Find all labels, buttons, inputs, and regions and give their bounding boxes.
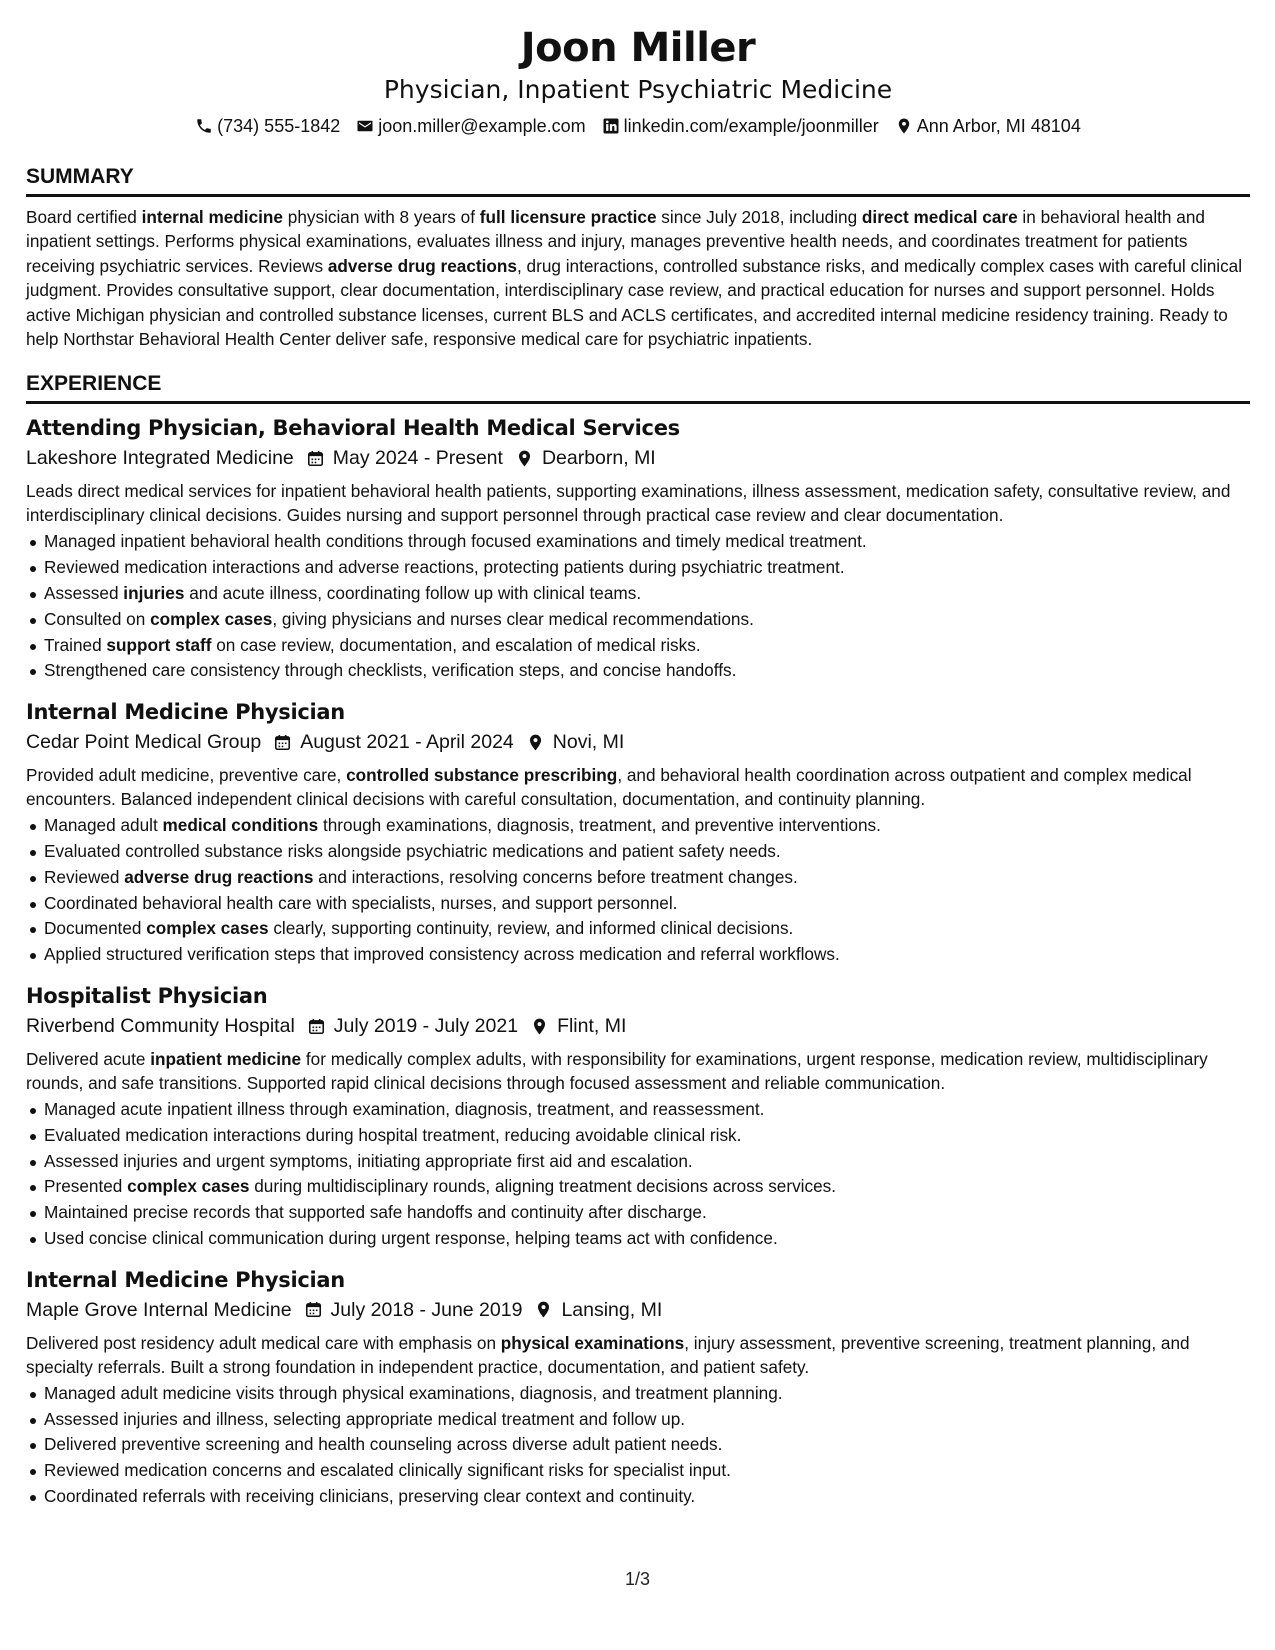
bullet-emphasis: medical conditions	[162, 815, 319, 836]
contact-bar	[26, 114, 1250, 138]
job-entry	[26, 414, 1250, 684]
bullet-emphasis: support staff	[106, 634, 212, 655]
section-divider	[26, 194, 1250, 197]
summary-text: Board certified internal medicine physician with 8 years of full licensure practice since July 2018, including direct medical care in behavioral health and inpatient settings. Performs physical examinations, evaluates illness and injury, manages preventive health needs, and coordinates treatment for patients receiving psychiatric services. Reviews adverse drug reactions, drug interactions, controlled substance risks, and medically complex cases with careful clinical judgment. Provides consultative support, clear documentation, interdisciplinary case review, and practical education for nurses and support personnel. Holds active Michigan physician and controlled substance licenses, current BLS and ACLS certificates, and accredited internal medicine residency training. Ready to help Northstar Behavioral Health Center deliver safe, responsive medical care for psychiatric inpatients.	[26, 207, 1243, 350]
bullet-emphasis: adverse drug reactions	[124, 866, 314, 887]
job-bullet-item: Applied structured verification steps that improved consistency across medication and referral workflows.	[26, 942, 1250, 968]
job-location: Novi, MI	[552, 731, 625, 754]
job-bullet-item: Managed adult medical conditions through examinations, diagnosis, treatment, and preventive interventions.	[26, 813, 1250, 839]
job-bullet-item: Delivered preventive screening and health counseling across diverse adult patient needs.	[26, 1432, 1250, 1458]
calendar-icon	[304, 1300, 323, 1319]
map-pin-icon	[530, 1017, 549, 1036]
job-entry	[26, 698, 1250, 968]
job-description-emphasis: physical examinations	[500, 1332, 685, 1353]
job-bullet-item: Managed adult medicine visits through physical examinations, diagnosis, and treatment planning.	[26, 1381, 1250, 1407]
job-description-emphasis: inpatient medicine	[150, 1049, 302, 1069]
job-bullet-item: Trained support staff on case review, documentation, and escalation of medical risks.	[26, 633, 1250, 659]
summary-section	[26, 164, 1250, 351]
job-bullet-item: Coordinated referrals with receiving clinicians, preserving clear context and continuity.	[26, 1484, 1250, 1510]
job-description: Delivered post residency adult medical care with emphasis on physical examinations, injury assessment, preventive screening, treatment planning, and specialty referrals. Built a strong foundation in independent practice, documentation, and patient safety.	[26, 1332, 1190, 1377]
job-entry	[26, 982, 1250, 1252]
job-bullet-item: Assessed injuries and urgent symptoms, initiating appropriate first aid and escalation.	[26, 1149, 1250, 1175]
job-meta	[26, 729, 1250, 755]
job-title: Attending Physician, Behavioral Health Medical Services	[26, 416, 680, 441]
calendar-icon	[273, 733, 292, 752]
bullet-emphasis: injuries	[123, 583, 185, 604]
job-location-group	[515, 445, 656, 471]
resume-header	[26, 24, 1250, 138]
job-bullet-item: Maintained precise records that supported safe handoffs and continuity after discharge.	[26, 1200, 1250, 1226]
resume-page	[26, 24, 1250, 1510]
contact-linkedin[interactable]	[602, 114, 879, 138]
job-bullet-item: Reviewed medication interactions and adverse reactions, protecting patients during psychiatric treatment.	[26, 555, 1250, 581]
linkedin-icon	[602, 117, 620, 135]
job-bullets	[26, 1381, 1250, 1510]
job-dates-group	[273, 729, 514, 755]
job-bullet-item: Consulted on complex cases, giving physicians and nurses clear medical recommendations.	[26, 607, 1250, 633]
job-location: Dearborn, MI	[541, 447, 656, 470]
job-bullets	[26, 813, 1250, 968]
job-company: Riverbend Community Hospital	[26, 1015, 295, 1037]
experience-section	[26, 371, 1250, 1509]
job-title: Hospitalist Physician	[26, 984, 268, 1008]
job-dates-group	[304, 1297, 523, 1323]
job-bullet-item: Managed inpatient behavioral health conditions through focused examinations and timely medical treatment.	[26, 529, 1250, 555]
job-bullet-item: Used concise clinical communication during urgent response, helping teams act with confidence.	[26, 1226, 1250, 1252]
phone-text: (734) 555-1842	[217, 116, 341, 136]
page-number: 1/3	[624, 1569, 651, 1589]
candidate-role: Physician, Inpatient Psychiatric Medicine	[383, 75, 893, 104]
job-company: Lakeshore Integrated Medicine	[26, 447, 294, 470]
job-description: Delivered acute inpatient medicine for medically complex adults, with responsibility for examinations, urgent response, medication review, multidisciplinary rounds, and safe transitions. Supported rapid clinical decisions through focused assessment and reliable communication.	[26, 1049, 1208, 1093]
job-dates: August 2021 - April 2024	[300, 731, 514, 754]
map-pin-icon	[895, 117, 913, 135]
envelope-icon	[356, 117, 374, 135]
job-entry	[26, 1266, 1250, 1510]
section-title-summary: SUMMARY	[26, 165, 134, 188]
section-divider	[26, 401, 1250, 404]
job-dates: May 2024 - Present	[332, 447, 503, 470]
job-location-group	[530, 1013, 626, 1039]
job-bullet-item: Evaluated medication interactions during hospital treatment, reducing avoidable clinical risk.	[26, 1123, 1250, 1149]
summary-emphasis: adverse drug reactions	[327, 255, 517, 276]
email-text[interactable]: joon.miller@example.com	[378, 116, 586, 136]
job-bullets	[26, 529, 1250, 684]
map-pin-icon	[526, 733, 545, 752]
job-meta	[26, 1297, 1250, 1323]
job-title: Internal Medicine Physician	[26, 700, 345, 725]
job-bullet-item: Documented complex cases clearly, supporting continuity, review, and informed clinical decisions.	[26, 916, 1250, 942]
contact-location	[895, 114, 1081, 138]
job-bullet-item: Strengthened care consistency through checklists, verification steps, and concise handoffs.	[26, 658, 1250, 684]
job-company: Maple Grove Internal Medicine	[26, 1298, 292, 1321]
job-company: Cedar Point Medical Group	[26, 731, 262, 754]
job-bullet-item: Reviewed adverse drug reactions and interactions, resolving concerns before treatment changes.	[26, 865, 1250, 891]
job-location-group	[534, 1297, 662, 1323]
job-description: Leads direct medical services for inpatient behavioral health patients, supporting examinations, illness assessment, medication safety, consultative review, and interdisciplinary clinical decisions. Guides nursing and support personnel through practical case review and clear documentation.	[26, 481, 1231, 526]
job-bullet-item: Presented complex cases during multidisciplinary rounds, aligning treatment decisions across services.	[26, 1174, 1250, 1200]
job-bullet-item: Evaluated controlled substance risks alongside psychiatric medications and patient safety needs.	[26, 839, 1250, 865]
bullet-emphasis: complex cases	[127, 1176, 250, 1197]
contact-phone	[195, 114, 340, 138]
summary-emphasis: direct medical care	[861, 207, 1018, 227]
job-meta	[26, 445, 1250, 471]
map-pin-icon	[515, 449, 534, 468]
job-location: Lansing, MI	[561, 1298, 663, 1321]
calendar-icon	[306, 449, 325, 468]
summary-emphasis: internal medicine	[141, 207, 283, 227]
job-title: Internal Medicine Physician	[26, 1267, 345, 1292]
job-bullet-item: Assessed injuries and illness, selecting appropriate medical treatment and follow up.	[26, 1407, 1250, 1433]
job-meta	[26, 1013, 1250, 1039]
section-title-experience: EXPERIENCE	[26, 372, 162, 396]
bullet-emphasis: complex cases	[150, 608, 273, 629]
job-dates: July 2018 - June 2019	[330, 1298, 523, 1321]
bullet-emphasis: complex cases	[146, 918, 269, 939]
job-bullet-item: Managed acute inpatient illness through examination, diagnosis, treatment, and reassessment.	[26, 1097, 1250, 1123]
job-bullet-item: Reviewed medication concerns and escalated clinically significant risks for specialist input.	[26, 1458, 1250, 1484]
job-location-group	[526, 729, 625, 755]
job-list	[26, 414, 1250, 1509]
candidate-name: Joon Miller	[520, 25, 756, 71]
phone-icon	[195, 117, 213, 135]
location-text: Ann Arbor, MI 48104	[916, 116, 1081, 136]
job-description: Provided adult medicine, preventive care, controlled substance prescribing, and behavioral health coordination across outpatient and complex medical encounters. Balanced independent clinical decisions with careful consultation, documentation, and continuity planning.	[26, 765, 1192, 810]
summary-emphasis: full licensure practice	[479, 207, 657, 227]
map-pin-icon	[534, 1300, 553, 1319]
job-bullet-item: Assessed injuries and acute illness, coordinating follow up with clinical teams.	[26, 581, 1250, 607]
job-description-emphasis: controlled substance prescribing	[346, 765, 618, 786]
job-bullets	[26, 1097, 1250, 1252]
job-dates-group	[306, 445, 503, 471]
job-bullet-item: Coordinated behavioral health care with specialists, nurses, and support personnel.	[26, 891, 1250, 917]
job-dates-group	[307, 1013, 518, 1039]
linkedin-text[interactable]: linkedin.com/example/joonmiller	[623, 116, 879, 136]
job-location: Flint, MI	[557, 1015, 627, 1037]
contact-email[interactable]	[356, 114, 585, 138]
calendar-icon	[307, 1017, 326, 1036]
job-dates: July 2019 - July 2021	[333, 1015, 519, 1037]
